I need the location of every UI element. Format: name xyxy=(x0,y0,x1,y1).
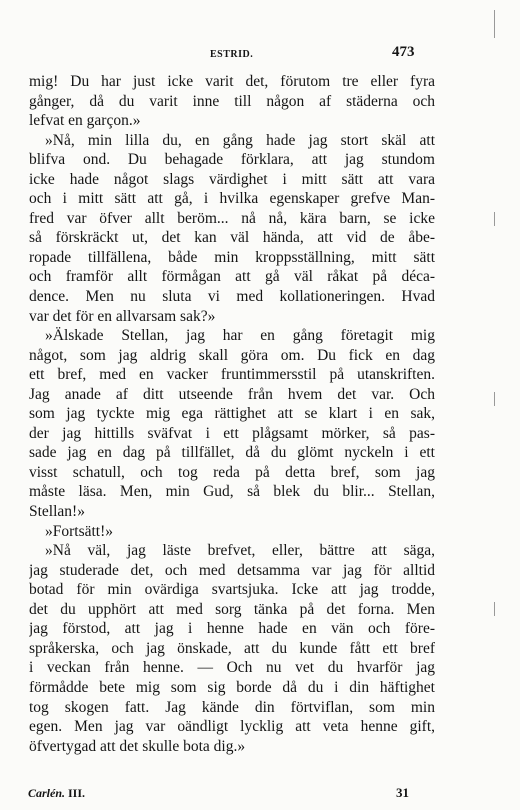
text-line: och framför allt förmågan att gå väl råkat på déca- xyxy=(29,268,435,286)
text-line: fred var öfver allt beröm... nå nå, kära barn, se icke xyxy=(29,209,435,227)
text-line: något, som jag aldrig skall göra om. Du fick en dag xyxy=(29,346,435,364)
text-line: förmådde bete mig som sig borde då du i din häftighet xyxy=(29,678,435,696)
text-line: jag förstod, att jag i henne hade en vän och före- xyxy=(29,620,435,638)
text-line: »Nå väl, jag läste brefvet, eller, bättre att säga, xyxy=(45,542,435,560)
text-line: sade jag en dag på tillfället, då du glömt nyckeln i ett xyxy=(29,444,435,462)
text-line: lefvat en garçon.» xyxy=(29,112,141,130)
margin-mark xyxy=(494,10,495,38)
text-line: och i mitt sätt att gå, i hvilka egenskaper grefve Man- xyxy=(29,190,435,208)
text-line: Jag anade af ditt utseende från hvem det var. Och xyxy=(29,385,435,403)
text-line: öfvertygad att det skulle bota dig.» xyxy=(29,737,246,755)
text-line: ett bref, med en vacker fruntimmersstil på utanskriften. xyxy=(29,366,435,384)
margin-mark xyxy=(494,602,495,616)
page-number: 473 xyxy=(392,44,415,60)
signature-number: 31 xyxy=(396,785,409,800)
text-line: visst schatull, och tog reda på detta bref, som jag xyxy=(29,463,435,481)
body-text xyxy=(29,72,435,756)
text-line: »Nå, min lilla du, en gång hade jag stort skäl att xyxy=(45,131,435,149)
text-line: jag studerade det, och med detsamma var jag för alltid xyxy=(29,561,435,579)
text-line: gånger, då du varit inne till någon af städerna och xyxy=(29,92,435,110)
signature-volume: III. xyxy=(68,786,86,800)
printer-signature xyxy=(28,786,85,801)
running-title: ESTRID. xyxy=(210,49,254,60)
text-line: dence. Men nu sluta vi med kollationeringen. Hvad xyxy=(29,288,435,306)
text-line: det du upphört att med sorg tänka på det forna. Men xyxy=(29,600,435,618)
text-line: »Älskade Stellan, jag har en gång företagit mig xyxy=(45,327,435,345)
text-line: ropade tillfällena, både min kroppsställning, mitt sätt xyxy=(29,248,435,266)
margin-mark xyxy=(494,392,495,406)
margin-mark xyxy=(494,212,495,226)
text-line: språkerska, och jag önskade, att du kunde fått ett bref xyxy=(29,639,435,657)
text-line: som jag tyckte mig ega rättighet att se klart i en sak, xyxy=(29,405,435,423)
text-line: egen. Men jag var oändligt lycklig att veta henne gift, xyxy=(29,718,435,736)
text-line: i veckan från henne. — Och nu vet du hvarför jag xyxy=(29,659,435,677)
signature-author: Carlén. xyxy=(28,786,66,800)
text-line: tog skogen fatt. Jag kände din förtviflan, som min xyxy=(29,698,435,716)
text-line: »Fortsätt!» xyxy=(45,522,114,540)
text-line: der jag hittills sväfvat i ett plågsamt mörker, så pas- xyxy=(29,424,435,442)
text-line: blifva ond. Du behagade förklara, att jag stundom xyxy=(29,151,435,169)
text-line: måste läsa. Men, min Gud, så blek du blir... Stellan, xyxy=(29,483,435,501)
text-line: botad för min ovärdiga svartsjuka. Icke att jag trodde, xyxy=(29,581,435,599)
text-line: Stellan!» xyxy=(29,503,85,521)
text-line: var det för en allvarsam sak?» xyxy=(29,307,216,325)
text-line: så förskräckt ut, det kan väl hända, att vid de åbe- xyxy=(29,229,435,247)
text-line: mig! Du har just icke varit det, förutom tre eller fyra xyxy=(29,73,435,90)
text-line: icke hade något slags värdighet i mitt sätt att vara xyxy=(29,170,435,188)
